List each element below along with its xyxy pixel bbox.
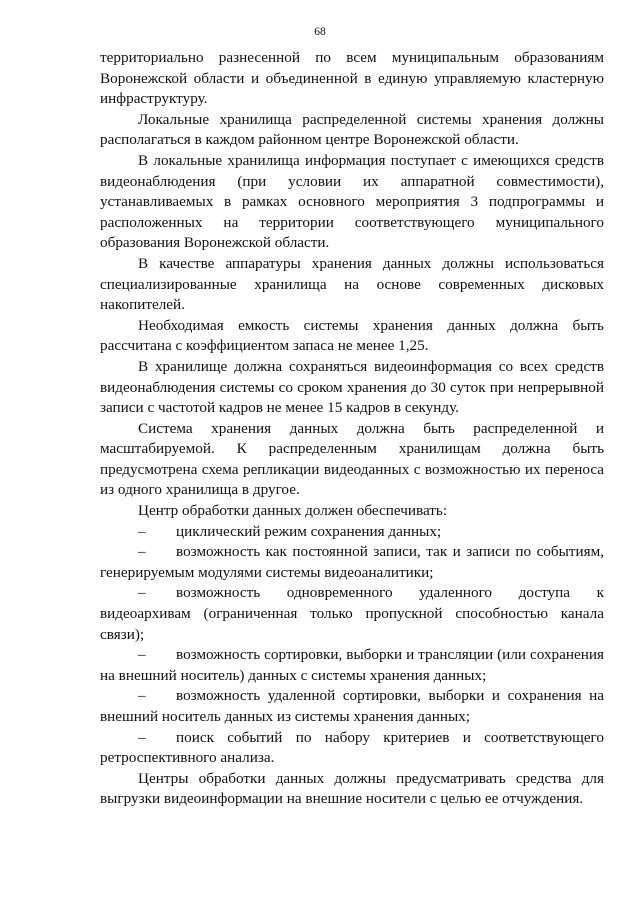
paragraph-continued: территориально разнесенной по всем муниципальным образованиям Воронежской области и объединенной в единую управляемую кластерную инфраструктуру.	[100, 49, 604, 108]
list-item-text: возможность сортировки, выборки и трансляции (или сохранения на внешний носитель) данных с системы хранения данных;	[100, 646, 604, 684]
list-item	[100, 583, 604, 645]
list-item-text: возможность одновременного удаленного доступа к видеоархивам (ограниченная только пропускной способностью канала связи);	[100, 584, 604, 643]
list-item	[100, 686, 604, 727]
list-dash: –	[138, 687, 146, 705]
list-intro-paragraph: Центр обработки данных должен обеспечивать:	[138, 502, 448, 520]
list-dash: –	[138, 646, 146, 664]
paragraph: В качестве аппаратуры хранения данных должны использоваться специализированные хранилища на основе современных дисковых накопителей.	[100, 254, 604, 314]
paragraph: Необходимая емкость системы хранения данных должна быть рассчитана с коэффициентом запаса не менее 1,25.	[100, 316, 604, 355]
document-body	[100, 48, 604, 810]
page-number: 68	[314, 26, 326, 38]
list-item-text: поиск событий по набору критериев и соответствующего ретроспективного анализа.	[100, 728, 604, 767]
list-dash: –	[138, 543, 146, 561]
list-item	[100, 522, 604, 543]
paragraph: В хранилище должна сохраняться видеоинформация со всех средств видеонаблюдения системы со сроком хранения до 30 суток при непрерывной записи с частотой кадров не менее 15 кадров в секунду.	[100, 357, 604, 417]
list-item-text: возможность удаленной сортировки, выборки и сохранения на внешний носитель данных из системы хранения данных;	[100, 687, 604, 725]
paragraph: Система хранения данных должна быть распределенной и масштабируемой. К распределенным хранилищам должна быть предусмотрена схема репликации видеоданных с возможностью их переноса из одного хранилища в другое.	[100, 419, 604, 499]
list-item-text: циклический режим сохранения данных;	[176, 522, 442, 540]
closing-paragraph: Центры обработки данных должны предусматривать средства для выгрузки видеоинформации на внешние носители с целью ее отчуждения.	[100, 769, 604, 808]
list-dash: –	[138, 522, 146, 540]
list-item	[100, 728, 604, 769]
paragraph: Локальные хранилища распределенной системы хранения должны располагаться в каждом районном центре Воронежской области.	[100, 110, 604, 149]
list-dash: –	[138, 728, 146, 746]
list-item	[100, 645, 604, 686]
list-item	[100, 542, 604, 583]
requirements-list	[100, 522, 604, 769]
list-dash: –	[138, 584, 146, 602]
paragraph: В локальные хранилища информация поступает с имеющихся средств видеонаблюдения (при условии их аппаратной совместимости), устанавливаемых в рамках основного мероприятия 3 подпрограммы и расположенных на территории соответствующего муниципального образования Воронежской области.	[100, 151, 604, 252]
list-item-text: возможность как постоянной записи, так и записи по событиям, генерируемым модулями системы видеоаналитики;	[100, 543, 604, 581]
